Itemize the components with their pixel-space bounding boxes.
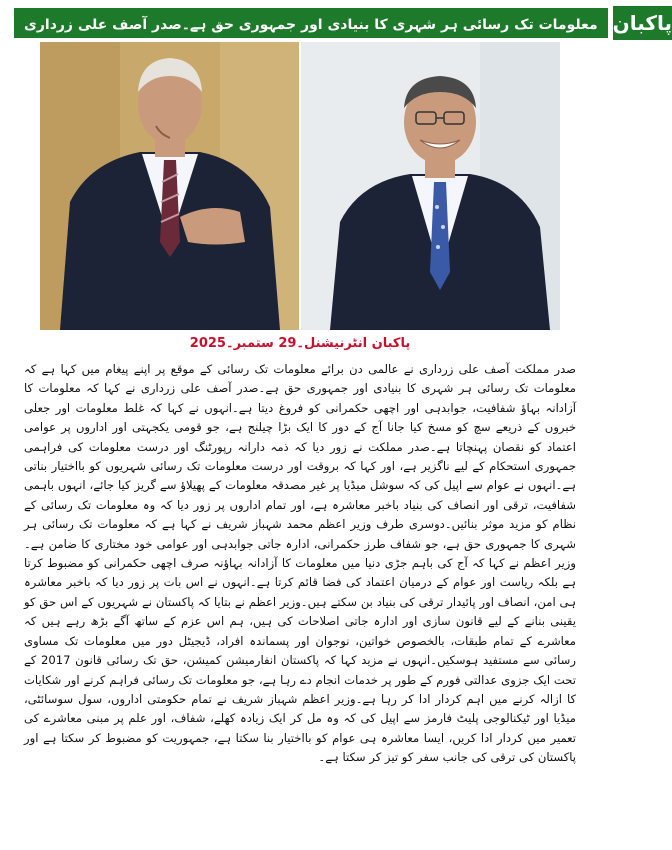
header-banner [12,6,672,40]
dateline: پاکبان انٹرنیشنل۔29 ستمبر۔2025 [189,336,411,351]
brand-logo: پاکبان [610,6,672,40]
news-photo [40,42,560,330]
headline: معلومات تک رسائی ہر شہری کا بنیادی اور جمہوری حق ہے۔صدر آصف علی زرداری [12,6,610,40]
article-body: صدر مملکت آصف علی زرداری نے عالمی دن برائے معلومات تک رسائی کے موقع پر اپنے پیغام میں کہا ہے کہ معلومات تک رسائی ہر شہری کا بنیادی اور جمہوری حق ہے۔صدر آصف علی زرداری نے کہا کہ معلومات کا آزادانہ بہاؤ شفافیت، جوابدہی اور اچھی حکمرانی کو فروغ دیتا ہے۔انہوں نے کہا کہ غلط معلومات اور جعلی خبروں کے ذریعے سچ کو مسخ کیا جانا آج کے دور کا ایک بڑا چیلنج ہے، جو قومی یکجہتی اور اداروں پر عوامی اعتماد کو نقصان پہنچاتا ہے۔صدر مملکت نے زور دیا کہ ذمہ دارانہ رپورٹنگ اور درست معلومات کی فراہمی جمہوری استحکام کے لیے ناگزیر ہے، اور کہا کہ بروقت اور درست معلومات تک رسائی شہریوں کو بااختیار بناتی ہے۔انہوں نے عوام سے اپیل کی کہ سوشل میڈیا پر غیر مصدقہ معلومات کے پھیلاؤ سے گریز کیا جائے، انہوں باہمی شفافیت، ترقی اور انصاف کی بنیاد باخبر معاشرہ ہے، اور تمام اداروں پر زور دیا کہ وہ معلومات تک رسائی کے نظام کو مزید موثر بنائیں۔دوسری طرف وزیر اعظم محمد شہباز شریف نے کہا ہے کہ معلومات تک رسائی ہر شہری کا جمہوری حق ہے، جو شفاف طرز حکمرانی، ادارہ جاتی جوابدہی اور عوامی خود مختاری کا ضامن ہے۔وزیر اعظم نے کہا کہ آج کی باہم جڑی دنیا میں معلومات کا آزادانہ بہاؤنہ صرف اچھی حکمرانی کو مضبوط کرتا ہے بلکہ ریاست اور عوام کے درمیان اعتماد کی فضا قائم کرتا ہے۔انہوں نے اس بات پر زور دیا کہ باخبر معاشرہ ہی امن، انصاف اور پائیدار ترقی کی بنیاد بن سکتے ہیں۔وزیر اعظم نے بتایا کہ پاکستان نے شہریوں کے اس حق کو یقینی بنانے کے لیے قانون سازی اور ادارہ جاتی اصلاحات کی ہیں، ہم اس عزم کے ساتھ آگے بڑھ رہے ہیں کہ معاشرے کے تمام طبقات، بالخصوص خواتین، نوجوان اور پسماندہ افراد، ڈیجیٹل دور میں معلومات تک مساوی رسائی سے مستفید ہوسکیں۔انہوں نے مزید کہا کہ پاکستان انفارمیشن کمیشن، حق تک رسائی قانون 2017 کے تحت ایک جزوی عدالتی فورم کے طور پر خدمات انجام دے رہا ہے، جو معلومات تک رسائی فراہم کرنے اور شکایات کا ازالہ کرنے میں اہم کردار ادا کر رہا ہے۔وزیر اعظم شہباز شریف نے تمام حکومتی اداروں، سول سوسائٹی، میڈیا اور ٹیکنالوجی پلیٹ فارمز سے اپیل کی کہ وہ مل کر ایک زیادہ کھلے، شفاف، اور علم پر مبنی معاشرے کی تعمیر میں کردار ادا کریں، ایسا معاشرہ ہی عوام کو بااختیار بنا سکتا ہے، جمہوریت کو مضبوط کر سکتا ہے اور پاکستان کی ترقی کی جانب سفر کو تیز کر سکتا ہے۔ [24,362,576,765]
